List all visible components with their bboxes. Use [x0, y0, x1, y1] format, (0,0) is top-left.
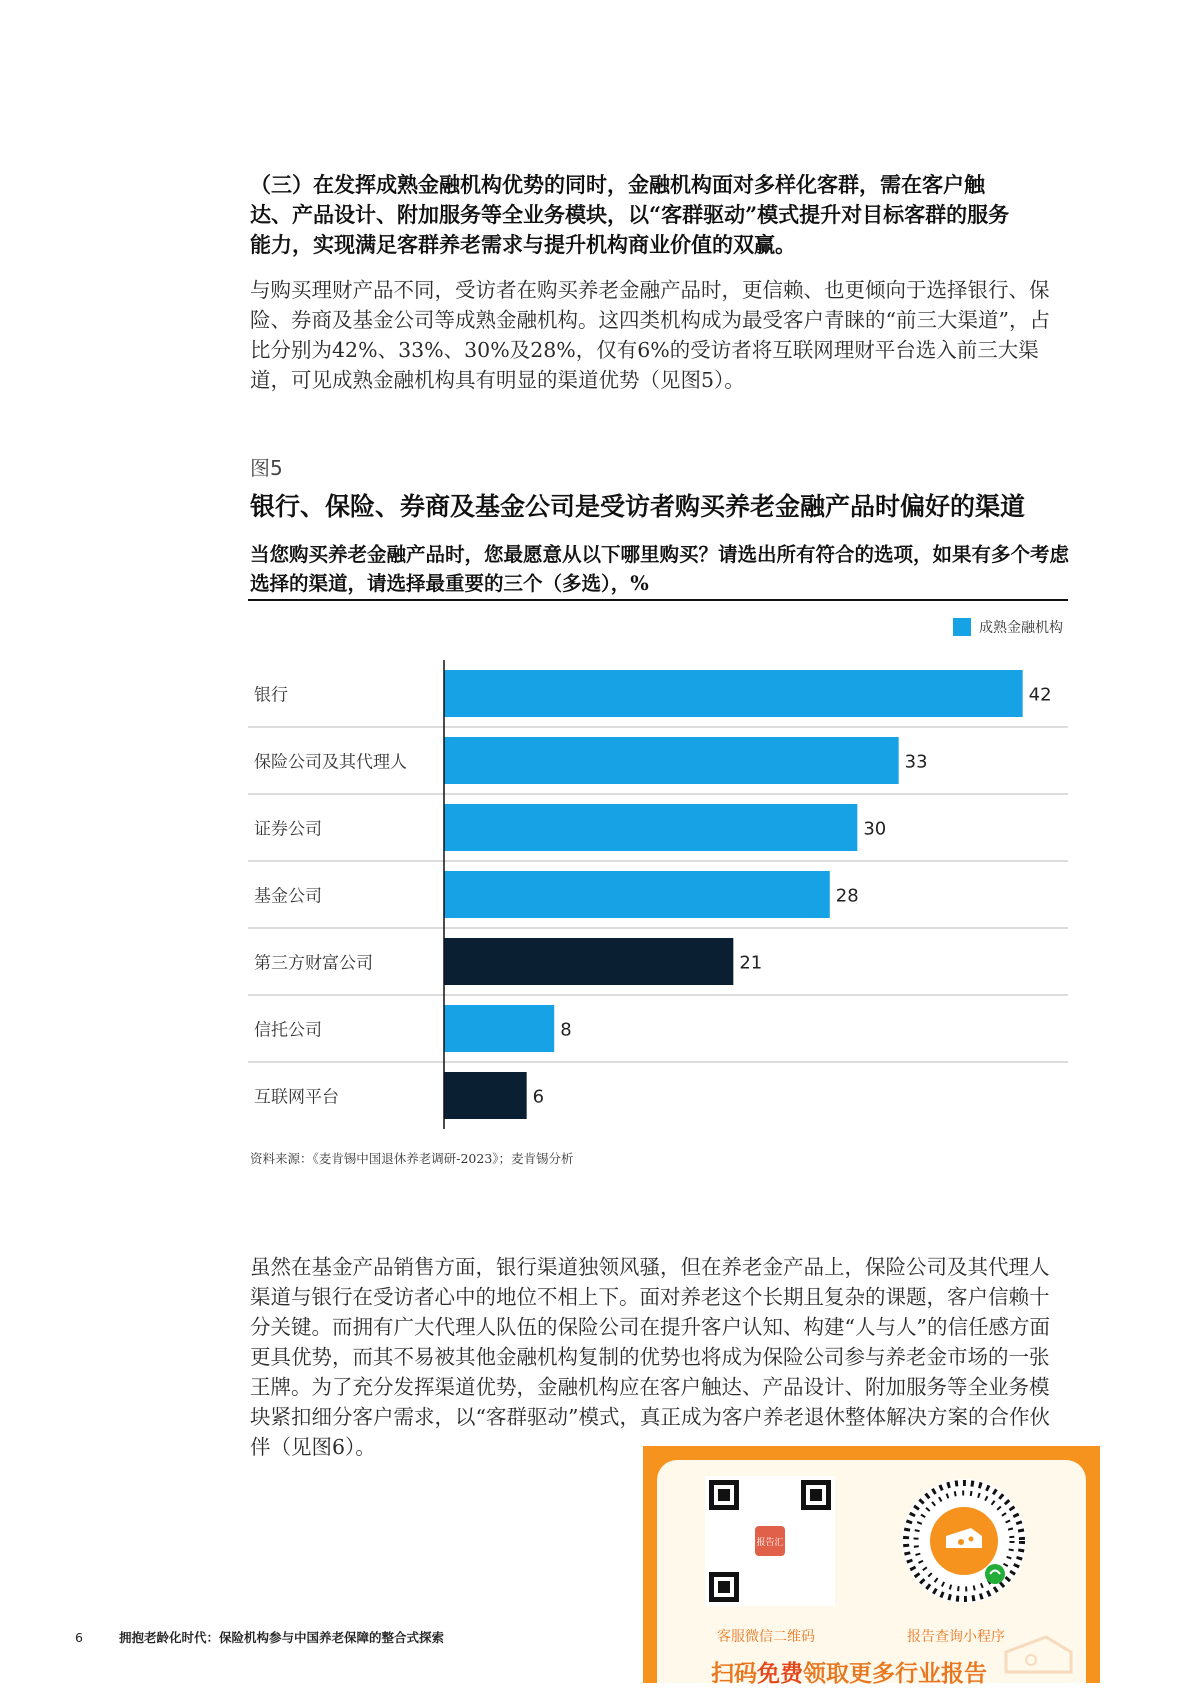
promo-card — [657, 1460, 1086, 1687]
body-paragraph-2: 虽然在基金产品销售方面，银行渠道独领风骚，但在养老金产品上，保险公司及其代理人渠道与银行在受访者心中的地位不相上下。面对养老这个长期且复杂的课题，客户信赖十分关键。而拥有广大代理人队伍的保险公司在提升客户认知、构建“人与人”的信任感方面更具优势，而其不易被其他金融机构复制的优势也将成为保险公司参与养老金市场的一张王牌。为了充分发挥渠道优势，金融机构应在客户触达、产品设计、附加服务等全业务模块紧扣细分客户需求，以“客群驱动”模式，真正成为客户养老退休整体解决方案的合作伙伴（见图6）。 — [250, 1255, 1050, 1459]
bar-chart — [248, 660, 1068, 1140]
bar — [444, 938, 733, 985]
bar — [444, 737, 899, 784]
wechat-qr-code[interactable] — [705, 1476, 835, 1606]
mini-program-caption: 报告查询小程序 — [907, 1629, 1005, 1645]
category-label: 银行 — [254, 685, 288, 706]
bar — [444, 871, 830, 918]
bar-value-label: 28 — [835, 885, 859, 907]
footer-title: 拥抱老龄化时代：保险机构参与中国养老保障的整合式探索 — [118, 1630, 444, 1645]
section-heading: （三）在发挥成熟金融机构优势的同时，金融机构面对多样化客群，需在客户触达、产品设计、附加服务等全业务模块，以“客群驱动”模式提升对目标客群的服务能力，实现满足客群养老需求与提升机构商业价值的双赢。 — [250, 172, 1010, 257]
category-label: 基金公司 — [254, 886, 322, 907]
bar — [444, 1072, 527, 1119]
bar — [444, 804, 857, 851]
bar — [444, 1005, 554, 1052]
legend-label: 成熟金融机构 — [979, 620, 1063, 636]
figure-label: 图5 — [250, 456, 283, 480]
bar-value-label: 8 — [560, 1019, 572, 1041]
bar — [444, 670, 1023, 717]
page-number: 6 — [75, 1630, 83, 1645]
qr-badge-text: 报告汇 — [756, 1538, 784, 1548]
category-label: 保险公司及其代理人 — [254, 752, 407, 773]
bar-value-label: 30 — [863, 818, 887, 840]
category-label: 信托公司 — [254, 1020, 322, 1041]
cheese-icon — [1001, 1622, 1076, 1682]
cta-pre: 扫码 — [711, 1661, 757, 1687]
wechat-qr-caption: 客服微信二维码 — [717, 1629, 815, 1645]
body-paragraph-1: 与购买理财产品不同，受访者在购买养老金融产品时，更信赖、也更倾向于选择银行、保险、券商及基金公司等成熟金融机构。这四类机构成为最受客户青睐的“前三大渠道”，占比分别为42%、33%、30%及28%，仅有6%的受访者将互联网理财平台选入前三大渠道，可见成熟金融机构具有明显的渠道优势（见图5）。 — [250, 278, 1050, 392]
legend-swatch — [953, 618, 971, 636]
cta-post: 领取更多行业报告 — [803, 1661, 987, 1687]
figure-source: 资料来源：《麦肯锡中国退休养老调研-2023》；麦肯锡分析 — [250, 1151, 574, 1166]
promo-banner[interactable] — [643, 1446, 1100, 1687]
bar-value-label: 42 — [1028, 684, 1052, 706]
chart-legend — [953, 617, 1063, 637]
bar-value-label: 33 — [904, 751, 928, 773]
figure-rule — [248, 599, 1068, 601]
bar-value-label: 21 — [739, 952, 763, 974]
category-label: 互联网平台 — [254, 1087, 339, 1108]
category-label: 第三方财富公司 — [254, 953, 373, 974]
promo-cta[interactable] — [711, 1655, 987, 1688]
page-footer — [75, 1628, 444, 1646]
bar-value-label: 6 — [532, 1086, 545, 1108]
figure-question: 当您购买养老金融产品时，您最愿意从以下哪里购买？请选出所有符合的选项，如果有多个考虑选择的渠道，请选择最重要的三个（多选），% — [250, 543, 1070, 595]
mini-program-code[interactable] — [899, 1476, 1029, 1606]
figure-title: 银行、保险、券商及基金公司是受访者购买养老金融产品时偏好的渠道 — [250, 492, 1026, 521]
cta-bold: 免费 — [757, 1661, 803, 1687]
category-label: 证券公司 — [254, 819, 322, 840]
